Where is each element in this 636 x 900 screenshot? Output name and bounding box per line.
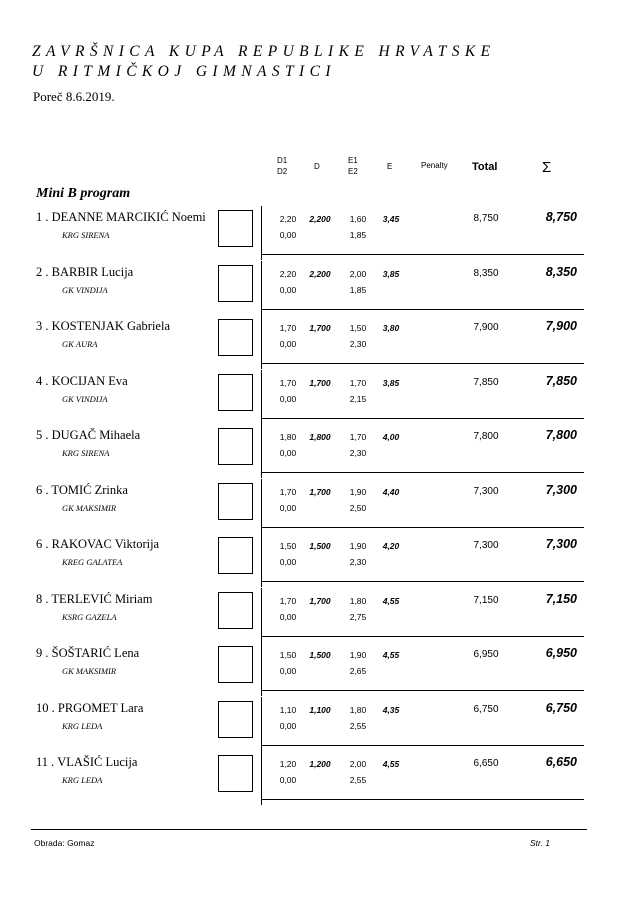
- club-name: KRG LEDA: [62, 775, 103, 785]
- gymnast-name-text: ŠOŠTARIĆ Lena: [51, 646, 140, 660]
- e2-score: 1,85: [349, 284, 367, 295]
- column-header-sum: Σ: [542, 159, 552, 176]
- sum-score: 6,650: [545, 755, 577, 769]
- d-score: 2,200: [309, 214, 331, 224]
- gymnast-name: [36, 646, 218, 661]
- club-name: GK VINDIJA: [62, 284, 108, 295]
- gymnast-name-text: DUGAČ Mihaela: [51, 428, 141, 442]
- e1-score: 1,60: [349, 214, 367, 224]
- gymnast-name-text: TOMIĆ Zrinka: [51, 482, 128, 497]
- page-number: Str. 1: [530, 838, 550, 848]
- score-box: [218, 592, 253, 629]
- gymnast-name-text: TERLEVIĆ Miriam: [51, 591, 153, 606]
- e1-score: 1,80: [349, 704, 367, 715]
- sum-score: 6,950: [545, 646, 577, 660]
- sum-score: 7,150: [545, 591, 577, 606]
- e-score: 3,85: [382, 268, 400, 279]
- club-name: KRG SIRENA: [62, 448, 110, 458]
- row-divider-horizontal: [261, 309, 584, 310]
- e-score: 3,85: [382, 377, 400, 388]
- gymnast-name: [36, 592, 218, 607]
- row-divider-horizontal: [261, 690, 584, 691]
- result-row: [0, 265, 636, 319]
- e2-score: 1,85: [349, 230, 367, 240]
- e1-score: 1,70: [349, 377, 367, 388]
- score-box: [218, 265, 253, 302]
- score-box: [218, 646, 253, 683]
- e1-score: 2,00: [349, 759, 367, 769]
- total-score: 6,950: [473, 649, 499, 660]
- column-header-e: E: [387, 162, 393, 171]
- d1-score: 1,70: [279, 377, 297, 388]
- result-row: [0, 374, 636, 428]
- e2-score: 2,30: [349, 448, 367, 458]
- d-score: 1,500: [309, 541, 331, 551]
- row-divider-vertical: [261, 697, 262, 751]
- d-score: 2,200: [309, 268, 331, 279]
- gymnast-name: [36, 265, 218, 280]
- row-divider-vertical: [261, 424, 262, 478]
- d2-score: 0,00: [279, 339, 297, 349]
- result-row: [0, 210, 636, 264]
- column-header-e1: E1: [348, 156, 358, 165]
- row-divider-vertical: [261, 533, 262, 587]
- club-name: GK MAKSIMIR: [62, 502, 117, 513]
- sum-score: 7,300: [545, 537, 577, 551]
- total-score: 7,800: [473, 431, 499, 442]
- d2-score: 0,00: [279, 557, 297, 567]
- column-header-d: D: [314, 162, 320, 171]
- row-divider-horizontal: [261, 254, 584, 255]
- e2-score: 2,30: [349, 557, 367, 567]
- gymnast-name-text: VLAŠIĆ Lucija: [57, 755, 138, 769]
- result-row: [0, 537, 636, 591]
- score-box: [218, 210, 253, 247]
- sum-score: 7,850: [545, 373, 577, 388]
- e-score: 4,55: [382, 595, 400, 606]
- gymnast-name: [36, 483, 218, 498]
- club-name: GK AURA: [62, 339, 98, 349]
- d2-score: 0,00: [279, 502, 297, 513]
- rank: 6 .: [36, 482, 49, 497]
- d2-score: 0,00: [279, 775, 297, 785]
- e-score: 3,80: [382, 323, 400, 333]
- e1-score: 1,90: [349, 650, 367, 660]
- e-score: 4,40: [382, 486, 400, 497]
- gymnast-name-text: BARBIR Lucija: [51, 264, 134, 279]
- e1-score: 1,90: [349, 486, 367, 497]
- e-score: 4,35: [382, 704, 400, 715]
- document-title-line-2: U RITMIČKOJ GIMNASTICI: [32, 63, 336, 80]
- score-box: [218, 483, 253, 520]
- club-name: KRG LEDA: [62, 720, 103, 731]
- row-divider-vertical: [261, 642, 262, 696]
- e-score: 3,45: [382, 214, 400, 224]
- row-divider-horizontal: [261, 799, 584, 800]
- score-box: [218, 374, 253, 411]
- d1-score: 2,20: [279, 214, 297, 224]
- d2-score: 0,00: [279, 666, 297, 676]
- column-header-d1-d2: [277, 155, 287, 177]
- gymnast-name: [36, 537, 218, 552]
- column-header-d2: D2: [277, 167, 288, 176]
- d1-score: 1,10: [279, 704, 297, 715]
- rank: 1 .: [36, 210, 49, 224]
- e2-score: 2,55: [349, 720, 367, 731]
- d2-score: 0,00: [279, 611, 297, 622]
- club-name: GK VINDIJA: [62, 393, 108, 404]
- result-row: [0, 701, 636, 755]
- e1-score: 1,80: [349, 595, 367, 606]
- total-score: 6,750: [473, 703, 499, 715]
- row-divider-vertical: [261, 751, 262, 805]
- row-divider-vertical: [261, 588, 262, 642]
- rank: 6 .: [36, 537, 49, 551]
- d2-score: 0,00: [279, 393, 297, 404]
- gymnast-name: [36, 374, 218, 389]
- d-score: 1,200: [309, 759, 331, 769]
- total-score: 6,650: [473, 758, 499, 769]
- rank: 10 .: [36, 700, 55, 715]
- total-score: 7,150: [473, 594, 499, 606]
- e2-score: 2,30: [349, 339, 367, 349]
- gymnast-name: [36, 755, 218, 770]
- e1-score: 1,90: [349, 541, 367, 551]
- e1-score: 1,70: [349, 432, 367, 442]
- result-row: [0, 483, 636, 537]
- gymnast-name-text: PRGOMET Lara: [57, 700, 144, 715]
- program-title: Mini B program: [36, 186, 131, 201]
- prepared-by: Obrada: Gomaz: [34, 838, 95, 848]
- sum-score: 7,300: [545, 482, 577, 497]
- score-box: [218, 701, 253, 738]
- row-divider-horizontal: [261, 418, 584, 419]
- row-divider-vertical: [261, 370, 262, 424]
- d2-score: 0,00: [279, 230, 297, 240]
- column-header-penalty: Penalty: [421, 161, 448, 170]
- e2-score: 2,65: [349, 666, 367, 676]
- e-score: 4,00: [382, 432, 400, 442]
- result-row: [0, 428, 636, 482]
- column-header-d1: D1: [277, 156, 288, 165]
- document-title-line-1: ZAVRŠNICA KUPA REPUBLIKE HRVATSKE: [32, 43, 496, 60]
- result-row: [0, 755, 636, 809]
- d-score: 1,700: [309, 323, 331, 333]
- e2-score: 2,75: [349, 611, 367, 622]
- club-name: GK MAKSIMIR: [62, 666, 117, 676]
- row-divider-vertical: [261, 315, 262, 369]
- d1-score: 1,50: [279, 650, 297, 660]
- gymnast-name-text: KOSTENJAK Gabriela: [51, 319, 171, 333]
- score-box: [218, 755, 253, 792]
- club-name: KRG SIRENA: [62, 230, 110, 240]
- location-date: Poreč 8.6.2019.: [33, 89, 115, 104]
- sum-score: 6,750: [545, 700, 577, 715]
- rank: 11 .: [36, 755, 55, 769]
- row-divider-vertical: [261, 261, 262, 315]
- total-score: 7,300: [473, 540, 499, 551]
- rank: 9 .: [36, 646, 49, 660]
- footer-divider: [31, 829, 587, 830]
- sum-score: 8,750: [545, 210, 577, 224]
- sum-score: 7,800: [545, 428, 577, 442]
- total-score: 7,900: [473, 322, 499, 333]
- total-score: 7,300: [473, 485, 499, 497]
- row-divider-vertical: [261, 479, 262, 533]
- d1-score: 1,70: [279, 323, 297, 333]
- row-divider-horizontal: [261, 527, 584, 528]
- d-score: 1,100: [309, 704, 331, 715]
- row-divider-horizontal: [261, 745, 584, 746]
- rank: 4 .: [36, 373, 49, 388]
- e1-score: 2,00: [349, 268, 367, 279]
- gymnast-name: [36, 701, 218, 716]
- sum-score: 8,350: [545, 264, 577, 279]
- column-header-e2: E2: [348, 167, 358, 176]
- gymnast-name-text: KOCIJAN Eva: [51, 373, 128, 388]
- sum-score: 7,900: [545, 319, 577, 333]
- result-row: [0, 592, 636, 646]
- result-row: [0, 319, 636, 373]
- d-score: 1,700: [309, 377, 331, 388]
- e-score: 4,55: [382, 759, 400, 769]
- gymnast-name-text: RAKOVAC Viktorija: [51, 537, 160, 551]
- column-header-e1-e2: [348, 155, 358, 177]
- d1-score: 1,50: [279, 541, 297, 551]
- d2-score: 0,00: [279, 448, 297, 458]
- d1-score: 1,70: [279, 486, 297, 497]
- e2-score: 2,15: [349, 393, 367, 404]
- e2-score: 2,50: [349, 502, 367, 513]
- gymnast-name: [36, 428, 218, 443]
- rank: 5 .: [36, 428, 49, 442]
- d-score: 1,800: [309, 432, 331, 442]
- row-divider-horizontal: [261, 363, 584, 364]
- d1-score: 1,20: [279, 759, 297, 769]
- column-header-total: Total: [472, 161, 498, 173]
- score-box: [218, 319, 253, 356]
- rank: 2 .: [36, 264, 49, 279]
- gymnast-name-text: DEANNE MARCIKIĆ Noemi: [51, 210, 206, 224]
- d-score: 1,700: [309, 595, 331, 606]
- row-divider-horizontal: [261, 472, 584, 473]
- total-score: 8,750: [473, 213, 499, 224]
- row-divider-horizontal: [261, 636, 584, 637]
- club-name: KREG GALATEA: [62, 557, 123, 567]
- d1-score: 1,80: [279, 432, 297, 442]
- e-score: 4,55: [382, 650, 400, 660]
- total-score: 8,350: [473, 267, 499, 279]
- rank: 8 .: [36, 591, 49, 606]
- e-score: 4,20: [382, 541, 400, 551]
- gymnast-name: [36, 319, 218, 334]
- total-score: 7,850: [473, 376, 499, 388]
- d-score: 1,500: [309, 650, 331, 660]
- d2-score: 0,00: [279, 284, 297, 295]
- e1-score: 1,50: [349, 323, 367, 333]
- result-row: [0, 646, 636, 700]
- d1-score: 2,20: [279, 268, 297, 279]
- e2-score: 2,55: [349, 775, 367, 785]
- row-divider-horizontal: [261, 581, 584, 582]
- d2-score: 0,00: [279, 720, 297, 731]
- row-divider-vertical: [261, 206, 262, 260]
- rank: 3 .: [36, 319, 49, 333]
- d1-score: 1,70: [279, 595, 297, 606]
- d-score: 1,700: [309, 486, 331, 497]
- gymnast-name: [36, 210, 218, 225]
- score-box: [218, 428, 253, 465]
- score-box: [218, 537, 253, 574]
- club-name: KSRG GAZELA: [62, 611, 117, 622]
